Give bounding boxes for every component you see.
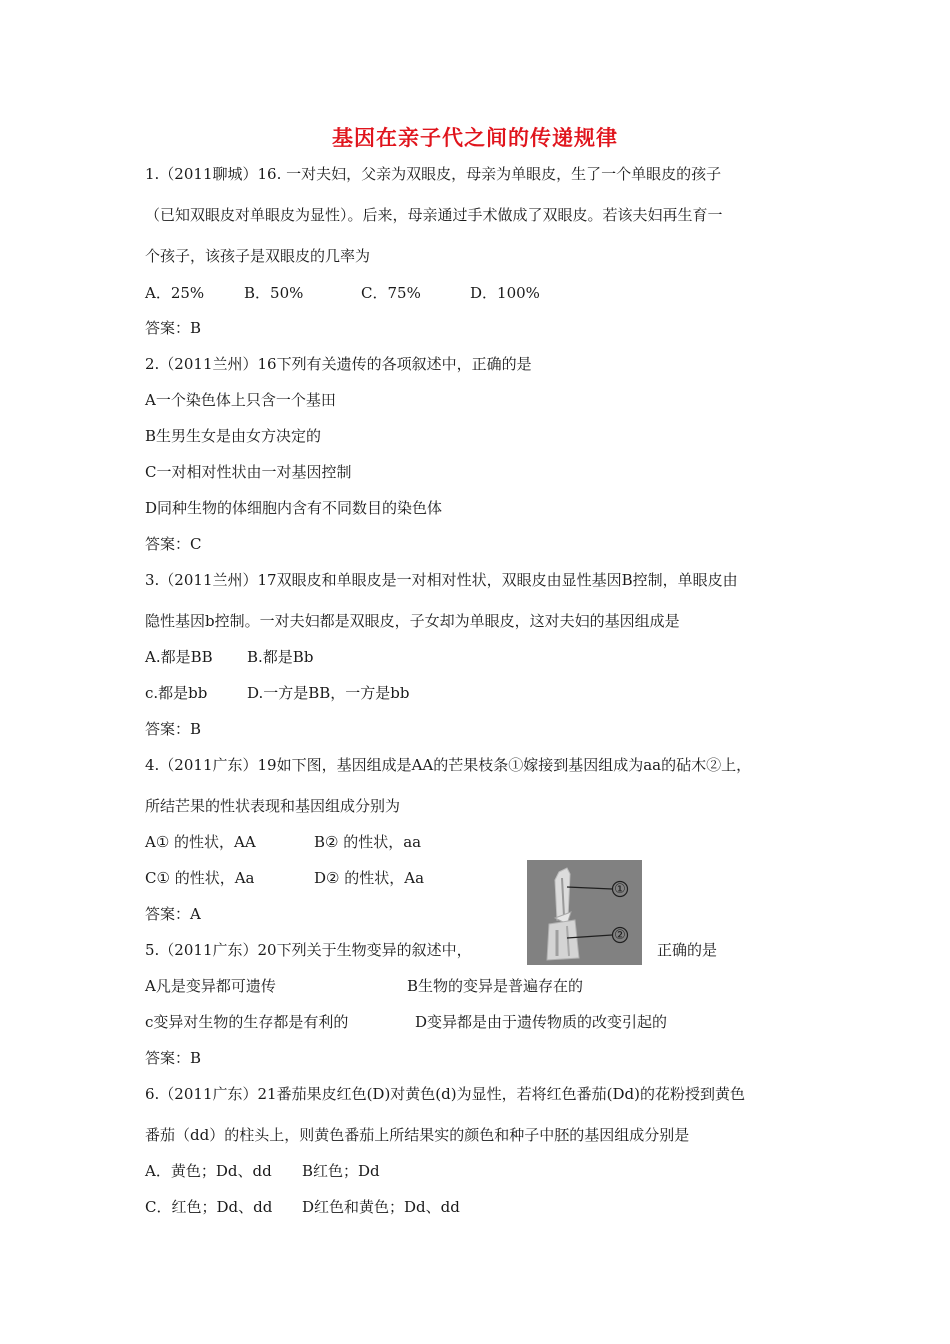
q4-option-d: D② 的性状，Aa — [314, 869, 425, 887]
q4-line-1: 4.（2011广东）19如下图，基因组成是AA的芒果枝条①嫁接到基因组成为aa的砧木②上， — [145, 756, 752, 774]
q3-line-2: 隐性基因b控制。一对夫妇都是双眼皮，子女却为单眼皮，这对夫妇的基因组成是 — [145, 612, 680, 630]
q5-option-b: B生物的变异是普遍存在的 — [407, 977, 584, 995]
grafting-figure — [527, 860, 642, 965]
q3-answer: 答案：B — [145, 720, 202, 738]
q5-option-c: c变异对生物的生存都是有利的 — [145, 1013, 349, 1031]
q2-option-a: A一个染色体上只含一个基田 — [145, 391, 336, 409]
q5-line-1-end: 正确的是 — [657, 941, 718, 959]
page-title: 基因在亲子代之间的传递规律 — [332, 125, 618, 150]
q6-option-b: B红色；Dd — [302, 1162, 380, 1180]
q1-option-d: D．100% — [470, 284, 540, 302]
q3-option-a: A.都是BB — [145, 648, 213, 666]
q2-line-1: 2.（2011兰州）16下列有关遗传的各项叙述中，正确的是 — [145, 355, 532, 373]
q4-line-2: 所结芒果的性状表现和基因组成分别为 — [145, 797, 401, 815]
q3-line-1: 3.（2011兰州）17双眼皮和单眼皮是一对相对性状，双眼皮由显性基因B控制，单眼皮由 — [145, 571, 738, 589]
q3-option-d: D.一方是BB，一方是bb — [247, 684, 410, 702]
q5-line-1: 5.（2011广东）20下列关于生物变异的叙述中， — [145, 941, 472, 959]
q1-line-2: （已知双眼皮对单眼皮为显性）。后来，母亲通过手术做成了双眼皮。若该夫妇再生育一 — [145, 206, 723, 224]
q4-answer: 答案：A — [145, 905, 201, 923]
q1-line-1: 1.（2011聊城）16. 一对夫妇，父亲为双眼皮，母亲为单眼皮，生了一个单眼皮的孩子 — [145, 165, 722, 183]
q6-option-a: A．黄色；Dd、dd — [145, 1162, 272, 1180]
q3-option-b: B.都是Bb — [247, 648, 314, 666]
q5-option-a: A凡是变异都可遗传 — [145, 977, 276, 995]
q4-option-a: A① 的性状，AA — [145, 833, 256, 851]
q6-option-d: D红色和黄色；Dd、dd — [302, 1198, 460, 1216]
q5-answer: 答案：B — [145, 1049, 202, 1067]
q5-option-d: D变异都是由于遗传物质的改变引起的 — [415, 1013, 668, 1031]
q2-option-c: C一对相对性状由一对基因控制 — [145, 463, 352, 481]
q1-option-b: B．50% — [244, 284, 304, 302]
q6-line-1: 6.（2011广东）21番茄果皮红色(D)对黄色(d)为显性，若将红色番茄(Dd)的花粉授到黄色 — [145, 1085, 745, 1103]
q4-option-b: B② 的性状，aa — [314, 833, 422, 851]
q1-answer: 答案：B — [145, 319, 202, 337]
q4-option-c: C① 的性状，Aa — [145, 869, 255, 887]
q1-option-c: C．75% — [361, 284, 421, 302]
q3-option-c: c.都是bb — [145, 684, 208, 702]
q6-option-c: C．红色；Dd、dd — [145, 1198, 273, 1216]
q2-answer: 答案：C — [145, 535, 202, 553]
figure-label-1: ① — [614, 882, 626, 897]
q6-line-2: 番茄（dd）的柱头上，则黄色番茄上所结果实的颜色和种子中胚的基因组成分别是 — [145, 1126, 690, 1144]
q2-option-d: D同种生物的体细胞内含有不同数目的染色体 — [145, 499, 443, 517]
figure-label-2: ② — [614, 928, 626, 943]
q1-option-a: A．25% — [145, 284, 205, 302]
q2-option-b: B生男生女是由女方决定的 — [145, 427, 322, 445]
q1-line-3: 个孩子，该孩子是双眼皮的几率为 — [145, 247, 371, 265]
mango-graft-image — [527, 860, 642, 965]
